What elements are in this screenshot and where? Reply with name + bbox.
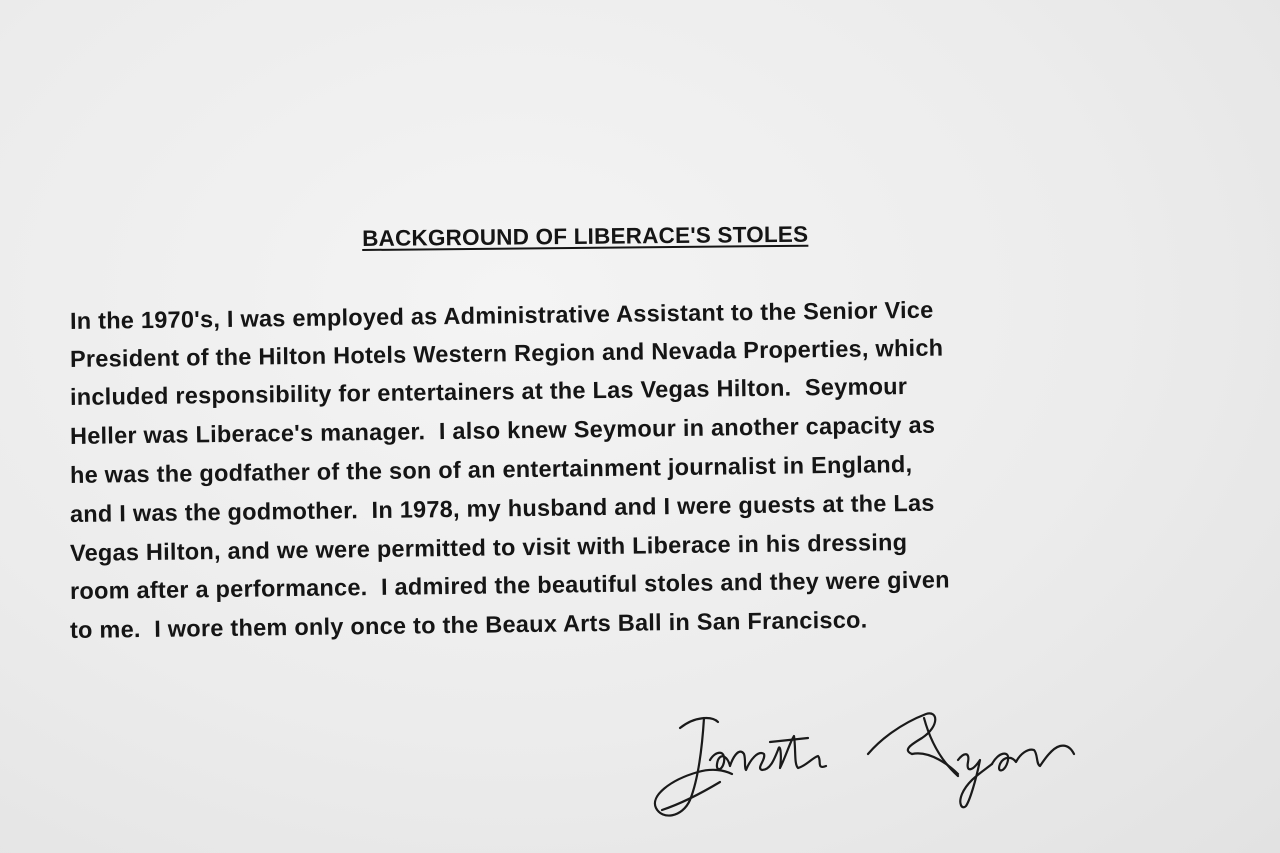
body-line-1: In the 1970's, I was employed as Administrative Assistant to the Senior Vice <box>69 296 934 334</box>
body-line-9: to me. I wore them only once to the Beaux Arts Ball in San Francisco. <box>69 606 868 643</box>
document-title: BACKGROUND OF LIBERACE'S STOLES <box>362 221 809 251</box>
body-line-3: included responsibility for entertainers at the Las Vegas Hilton. Seymour <box>69 373 908 410</box>
body-line-2: President of the Hilton Hotels Western Region and Nevada Properties, which <box>69 334 944 372</box>
body-line-4: Heller was Liberace's manager. I also knew Seymour in another capacity as <box>69 411 936 449</box>
body-line-5: he was the godfather of the son of an entertainment journalist in England, <box>69 450 913 488</box>
body-line-7: Vegas Hilton, and we were permitted to visit with Liberace in his dressing <box>69 529 908 566</box>
body-line-6: and I was the godmother. In 1978, my husband and I were guests at the Las <box>69 489 935 527</box>
body-line-8: room after a performance. I admired the beautiful stoles and they were given <box>69 566 950 604</box>
handwritten-signature <box>640 680 1100 830</box>
